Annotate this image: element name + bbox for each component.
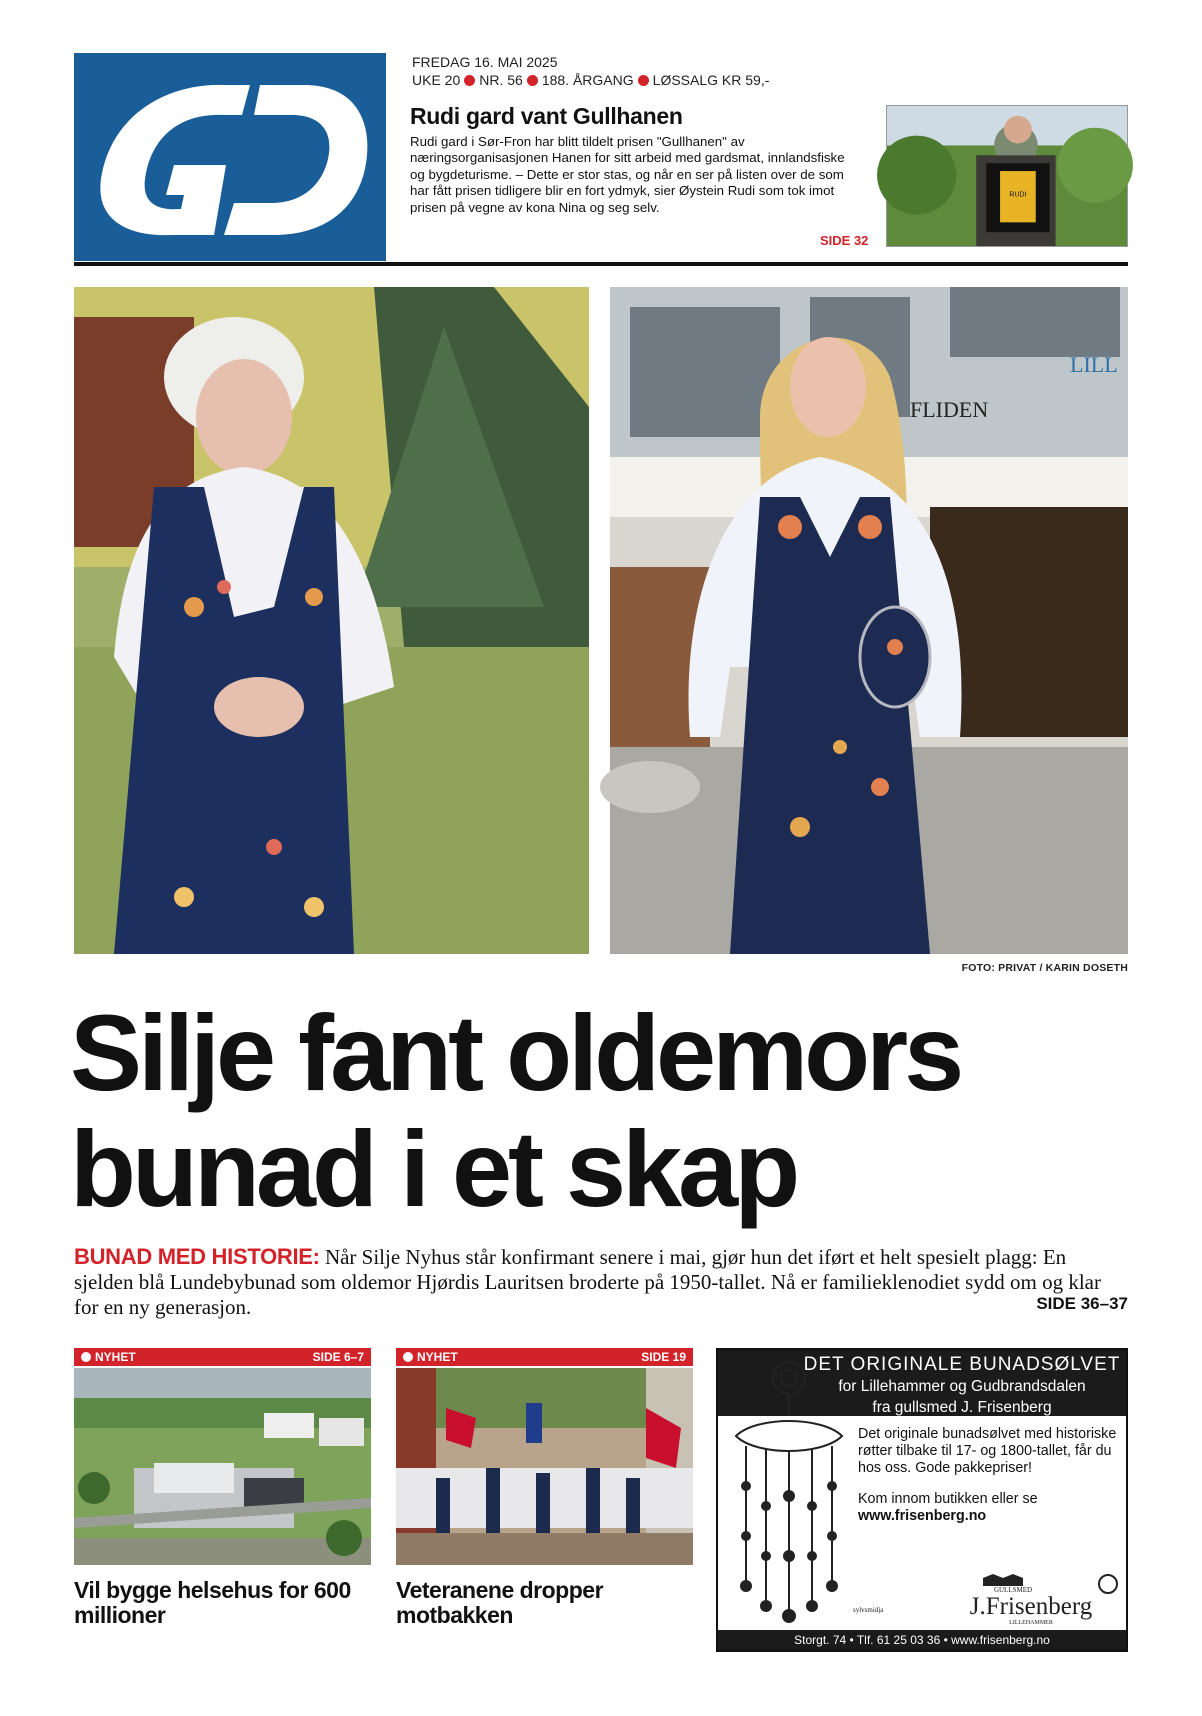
svg-text:FLIDEN: FLIDEN: [910, 397, 989, 422]
gd-logo-icon: [74, 53, 386, 261]
story-bar: [396, 1348, 693, 1366]
issue-price: LØSSALG KR 59,-: [652, 72, 770, 88]
seal-icon: [1099, 1575, 1117, 1593]
silver-brooch-icon: [726, 1356, 852, 1626]
news-dot-icon: [81, 1352, 91, 1362]
aerial-town-image: [74, 1368, 371, 1565]
lead-page-ref[interactable]: SIDE 36–37: [1036, 1294, 1128, 1313]
story-helsehus[interactable]: [74, 1348, 371, 1628]
man-with-award-image: [887, 106, 1127, 246]
lion-crest-icon: [983, 1574, 1023, 1586]
photo-credit: FOTO: PRIVAT / KARIN DOSETH: [961, 962, 1128, 974]
story-label: NYHET: [417, 1350, 458, 1364]
issue-volume: 188. ÅRGANG: [541, 72, 634, 88]
svg-text:sylvsmidja: sylvsmidja: [853, 1606, 884, 1614]
photo-great-grandmother[interactable]: [74, 287, 589, 954]
red-dot-icon: [464, 75, 475, 86]
lead-kicker: BUNAD MED HISTORIE:: [74, 1244, 320, 1269]
red-dot-icon: [527, 75, 538, 86]
lead-paragraph: [74, 1244, 1128, 1320]
svg-text:RUDI: RUDI: [1009, 191, 1027, 199]
svg-text:LILLEHAMMER: LILLEHAMMER: [1009, 1620, 1053, 1626]
story-title[interactable]: Vil bygge helsehus for 600 millioner: [74, 1577, 351, 1628]
advertisement-frisenberg[interactable]: [716, 1348, 1128, 1652]
headline-line-2: bunad i et skap: [70, 1108, 797, 1229]
story-label: NYHET: [95, 1350, 136, 1364]
issue-date: FREDAG 16. MAI 2025: [412, 54, 558, 70]
teaser-page-ref[interactable]: SIDE 32: [820, 233, 869, 248]
teaser-body: Rudi gard i Sør-Fron har blitt tildelt prisen "Gullhanen" av næringsorganisasjonen Hanen for sitt arbeid med gardsmat, innlandsfiske og bygdeturisme. – Dette er stor stas, og når en ser på listen over de som har fått prisen tidligere blir en fort ydmyk, sier Øystein Rudi som tok imot prisen på vegne av kona Nina og seg selv.: [410, 134, 845, 215]
photo-silje[interactable]: [610, 287, 1128, 954]
ad-visit-text: Kom innom butikken eller se: [858, 1491, 1038, 1507]
ad-title: DET ORIGINALE BUNADSØLVET: [803, 1354, 1121, 1375]
main-headline[interactable]: [70, 992, 1150, 1229]
frisenberg-logo: [853, 1574, 1123, 1626]
masthead-rule: [74, 262, 1128, 266]
newspaper-logo[interactable]: [74, 53, 386, 261]
issue-week: UKE 20: [412, 72, 461, 88]
svg-text:LILL: LILL: [1070, 352, 1118, 377]
teaser-photo[interactable]: [886, 105, 1128, 247]
svg-text:J.Frisenberg: J.Frisenberg: [969, 1593, 1093, 1620]
lead-text: Når Silje Nyhus står konfirmant senere i mai, gjør hun det iført et helt spesielt plagg: En sjelden blå Lundebybunad som oldemor Hjørdis Lauritsen broderte på 1950-tallet. Nå er familieklenodiet sydd om og klar for en ny generasjon.: [74, 1245, 1101, 1319]
headline-line-1: Silje fant oldemors: [70, 992, 961, 1113]
story-title[interactable]: Veteranene dropper motbakken: [396, 1577, 604, 1628]
ad-body-text: Det originale bunadsølvet med historiske røtter tilbake til 17- og 1800-tallet, får du hos oss. Gode pakkepriser!: [858, 1426, 1117, 1476]
news-dot-icon: [403, 1352, 413, 1362]
story-photo[interactable]: [74, 1368, 371, 1565]
story-page-ref[interactable]: SIDE 19: [641, 1350, 686, 1364]
story-page-ref[interactable]: SIDE 6–7: [312, 1350, 364, 1364]
issue-number: NR. 56: [479, 72, 523, 88]
red-dot-icon: [638, 75, 649, 86]
story-veteranene[interactable]: [396, 1348, 693, 1628]
ad-subtitle-line-2: fra gullsmed J. Frisenberg: [872, 1399, 1052, 1416]
woman-in-bunad-image: [74, 287, 589, 954]
parade-image: [396, 1368, 693, 1565]
story-photo[interactable]: [396, 1368, 693, 1565]
girl-in-bunad-image: [610, 287, 1128, 954]
ad-footer: Storgt. 74 • Tlf. 61 25 03 36 • www.frisenberg.no: [718, 1630, 1126, 1650]
ad-body: [858, 1426, 1120, 1525]
story-bar: [74, 1348, 371, 1366]
ad-url-link[interactable]: www.frisenberg.no: [858, 1508, 987, 1524]
ad-subtitle-line-1: for Lillehammer og Gudbrandsdalen: [838, 1378, 1086, 1395]
svg-text:GULLSMED: GULLSMED: [993, 1586, 1033, 1594]
teaser-title[interactable]: Rudi gard vant Gullhanen: [410, 103, 683, 129]
issue-info: [412, 53, 769, 89]
